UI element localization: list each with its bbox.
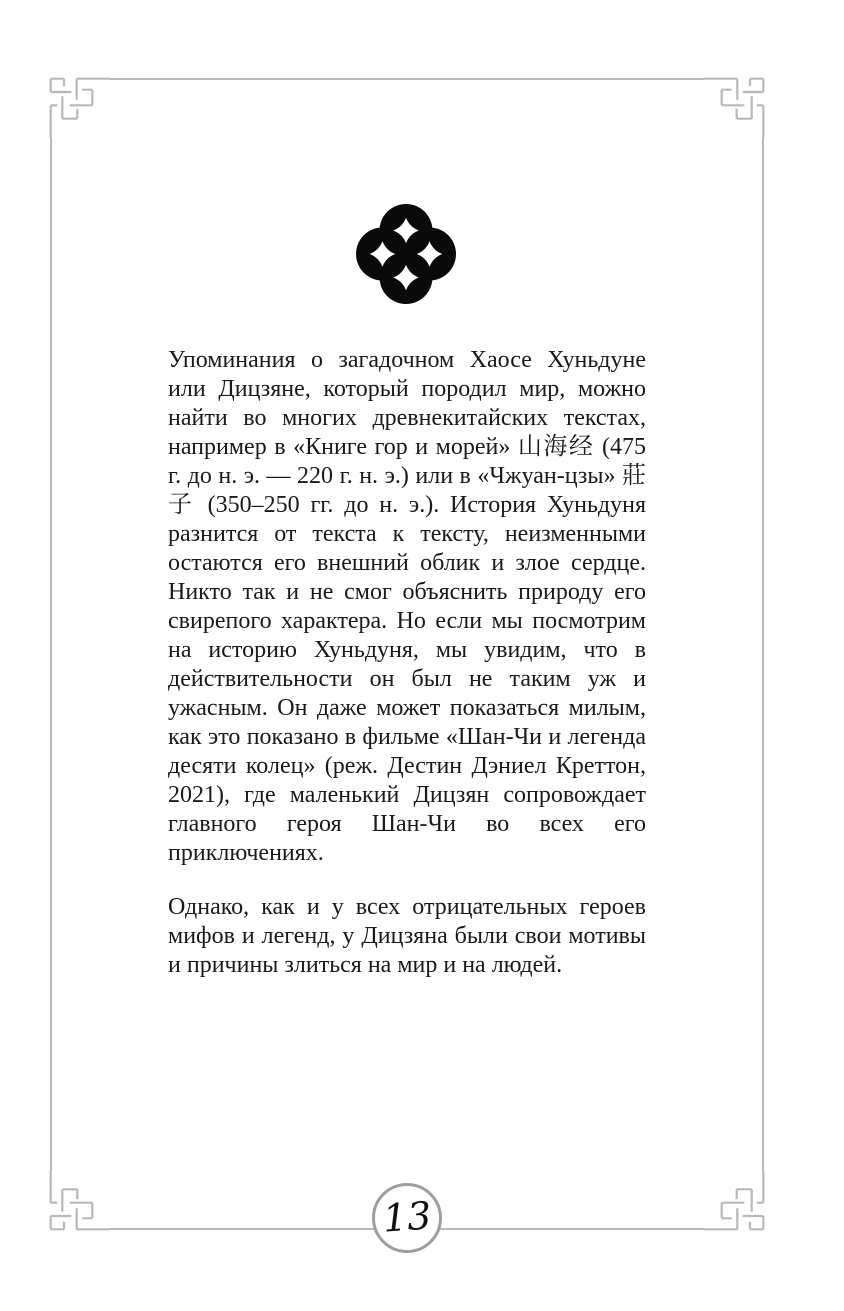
frame-border-top	[110, 78, 704, 80]
page-body	[168, 346, 646, 1005]
page-number-badge	[372, 1183, 442, 1253]
corner-knot-top-right-icon	[704, 68, 774, 138]
shippo-ornament-icon	[356, 204, 456, 304]
paragraph-1: Упоминания о загадочном Хаосе Хуньдуне или Дицзяне, который породил мир, можно найти во многих древнекитайских текстах, например в «Книге гор и морей» 山海经 (475 г. до н. э. — 220 г. н. э.) или в «Чжуан-цзы» 莊子 (350–250 гг. до н. э.). История Хуньдуня разнится от текста к тексту, неизменными остаются его внешний облик и злое сердце. Никто так и не смог объяснить природу его свирепого характера. Но если мы посмотрим на историю Хуньдуня, мы увидим, что в действительности он был не таким уж и ужасным. Он даже может показаться милым, как это показано в фильме «Шан-Чи и легенда десяти колец» (реж. Дестин Дэниел Креттон, 2021), где маленький Дицзян сопровождает главного героя Шан-Чи во всех его приключениях.	[168, 347, 646, 866]
corner-knot-bottom-left-icon	[40, 1170, 110, 1240]
frame-border-left	[50, 138, 52, 1170]
corner-knot-top-left-icon	[40, 68, 110, 138]
paragraph-2: Однако, как и у всех отрицательных героев мифов и легенд, у Дицзяна были свои мотивы и причины злиться на мир и на людей.	[168, 894, 646, 978]
corner-knot-bottom-right-icon	[704, 1170, 774, 1240]
frame-border-right	[762, 138, 764, 1170]
page-number: 13	[381, 1193, 433, 1241]
